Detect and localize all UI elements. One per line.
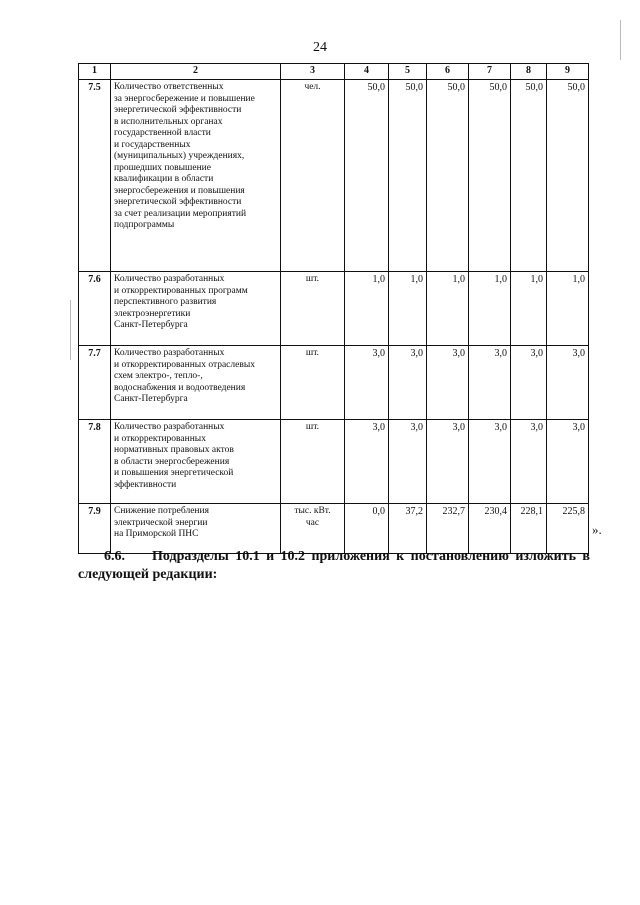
row-value: 228,1 [511, 504, 547, 554]
row-value: 50,0 [389, 80, 427, 272]
row-value: 3,0 [389, 346, 427, 420]
column-header: 8 [511, 64, 547, 80]
row-value: 1,0 [427, 272, 469, 346]
table-row [79, 346, 589, 420]
column-header: 1 [79, 64, 111, 80]
row-value: 3,0 [511, 420, 547, 504]
column-header: 7 [469, 64, 511, 80]
column-header: 4 [345, 64, 389, 80]
table-row [79, 420, 589, 504]
row-indicator-name: Количество разработанных и откорректированных программ перспективного развития электроэнергетики Санкт-Петербурга [111, 272, 281, 346]
indicators-table [78, 63, 589, 554]
row-value: 1,0 [469, 272, 511, 346]
row-number: 7.6 [79, 272, 111, 346]
row-value: 3,0 [427, 346, 469, 420]
row-value: 232,7 [427, 504, 469, 554]
row-value: 3,0 [345, 420, 389, 504]
column-header: 3 [281, 64, 345, 80]
column-header: 5 [389, 64, 427, 80]
row-value: 1,0 [511, 272, 547, 346]
row-value: 3,0 [547, 346, 589, 420]
amendment-paragraph [78, 548, 590, 584]
page-number: 24 [313, 40, 327, 55]
row-value: 225,8 [547, 504, 589, 554]
row-unit: тыс. кВт. час [281, 504, 345, 554]
row-number: 7.5 [79, 80, 111, 272]
column-header: 9 [547, 64, 589, 80]
row-value: 37,2 [389, 504, 427, 554]
row-unit: шт. [281, 272, 345, 346]
row-value: 50,0 [547, 80, 589, 272]
paragraph-text: Подразделы 10.1 и 10.2 приложения к постановлению изложить в следующей редакции: [78, 549, 590, 582]
row-value: 3,0 [427, 420, 469, 504]
row-value: 3,0 [469, 420, 511, 504]
row-indicator-name: Количество разработанных и откорректированных нормативных правовых актов в области энергосбережения и повышения энергетической эффективности [111, 420, 281, 504]
row-indicator-name: Количество ответственных за энергосбережение и повышение энергетической эффективности в исполнительных органах государственной власти и государственных (муниципальных) учреждениях, прошедших повышение квалификации в области энергосбережения и повышения энергетической эффективности за счет реализации мероприятий подпрограммы [111, 80, 281, 272]
row-value: 50,0 [427, 80, 469, 272]
table-row [79, 504, 589, 554]
column-header: 6 [427, 64, 469, 80]
row-unit: шт. [281, 346, 345, 420]
row-value: 3,0 [389, 420, 427, 504]
row-indicator-name: Количество разработанных и откорректированных отраслевых схем электро-, тепло-, водоснабжения и водоотведения Санкт-Петербурга [111, 346, 281, 420]
closing-quote: ». [592, 522, 602, 537]
row-value: 3,0 [345, 346, 389, 420]
column-header: 2 [111, 64, 281, 80]
row-value: 3,0 [469, 346, 511, 420]
row-number: 7.9 [79, 504, 111, 554]
row-value: 50,0 [469, 80, 511, 272]
table-header-row [79, 64, 589, 80]
row-value: 3,0 [511, 346, 547, 420]
row-value: 230,4 [469, 504, 511, 554]
row-value: 50,0 [345, 80, 389, 272]
row-value: 1,0 [547, 272, 589, 346]
row-unit: шт. [281, 420, 345, 504]
row-value: 0,0 [345, 504, 389, 554]
row-number: 7.8 [79, 420, 111, 504]
row-indicator-name: Снижение потребления электрической энергии на Приморской ПНС [111, 504, 281, 554]
row-value: 50,0 [511, 80, 547, 272]
scan-edge-mark [70, 300, 71, 360]
row-value: 1,0 [389, 272, 427, 346]
table-row [79, 80, 589, 272]
row-value: 1,0 [345, 272, 389, 346]
paragraph-number: 6.6. [104, 549, 125, 564]
row-number: 7.7 [79, 346, 111, 420]
row-unit: чел. [281, 80, 345, 272]
table-row [79, 272, 589, 346]
row-value: 3,0 [547, 420, 589, 504]
